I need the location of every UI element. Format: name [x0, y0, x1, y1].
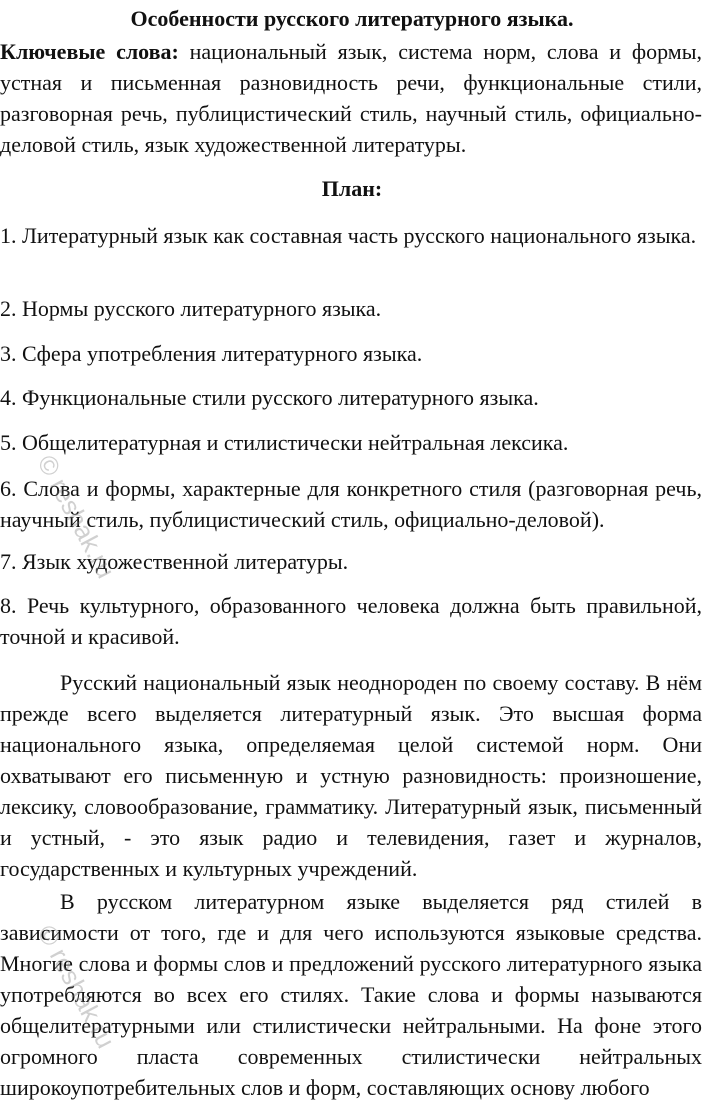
keywords-block: [0, 36, 702, 160]
watermark-text: © reshak.ru: [31, 450, 122, 584]
body-paragraph-2: В русском литературном языке выделяется ряд стилей в зависимости от того, где и для чего используются языковые средства. Многие слова и формы слов и предложений русского литературного языка употребляются во всех его стилях. Такие слова и формы называются общелитературными или стилистически нейтральными. На фоне этого огромного пласта современных стилистически нейтральных широкоупотребительных слов и форм, составляющих основу любого: [0, 889, 702, 1100]
plan-item-2: 2. Нормы русского литературного языка.: [0, 296, 382, 321]
keywords-label: Ключевые слова:: [0, 39, 179, 64]
plan-item-1: 1. Литературный язык как составная часть русского национального языка.: [0, 223, 697, 248]
plan-item-5: 5. Общелитературная и стилистически нейтральная лексика.: [0, 430, 569, 455]
body-paragraph-1: Русский национальный язык неоднороден по своему составу. В нём прежде всего выделяется литературный язык. Это высшая форма национального языка, определяемая целой системой норм. Они охватывают его письменную и устную разновидность: произношение, лексику, словообразование, грамматику. Литературный язык, письменный и устный, - это язык радио и телевидения, газет и журналов, государственных и культурных учреждений.: [0, 670, 702, 881]
watermark-text-2: © reshak.ru: [31, 920, 122, 1054]
document-title: Особенности русского литературного языка.: [130, 6, 574, 31]
keywords-text: национальный язык, система норм, слова и формы, устная и письменная разновидность речи, функциональные стили, разговорная речь, публицистический стиль, научный стиль, официально-деловой стиль, язык художественной литературы.: [0, 39, 702, 157]
plan-item-7: 7. Язык художественной литературы.: [0, 549, 349, 574]
plan-item-3: 3. Сфера употребления литературного языка.: [0, 341, 423, 366]
plan-item-6: 6. Слова и формы, характерные для конкретного стиля (разговорная речь, научный стиль, публицистический стиль, официально-деловой).: [0, 476, 702, 532]
plan-item-4: 4. Функциональные стили русского литературного языка.: [0, 385, 539, 410]
plan-heading: План:: [321, 176, 383, 201]
plan-item-8: 8. Речь культурного, образованного человека должна быть правильной, точной и красивой.: [0, 593, 702, 649]
